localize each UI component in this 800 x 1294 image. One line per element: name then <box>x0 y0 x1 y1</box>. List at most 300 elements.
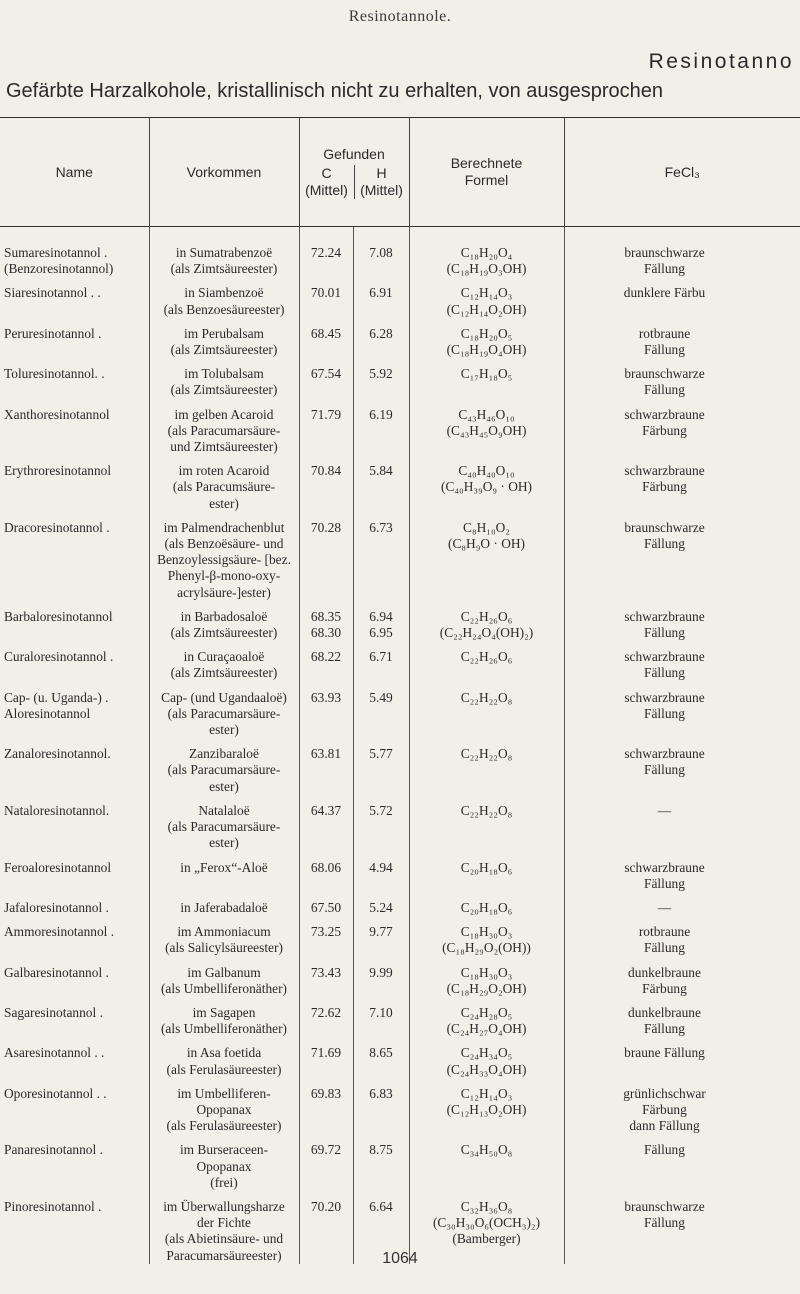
cell-name-line: Ammoresinotannol . <box>4 924 115 940</box>
cell-c <box>299 965 353 997</box>
spacer-cell <box>564 277 800 285</box>
cell-c-line: 68.35 <box>310 608 342 624</box>
cell-h <box>353 407 409 456</box>
cell-h-line: 5.24 <box>369 899 393 915</box>
cell-name <box>0 965 149 997</box>
cell-name <box>0 326 149 358</box>
cell-c-line: 69.83 <box>310 1085 342 1101</box>
cell-vorkommen-line: ester) <box>209 835 239 851</box>
table-row <box>0 860 800 892</box>
cell-vorkommen-line: Cap- (und Ugandaaloë) <box>161 689 287 705</box>
table-row <box>0 1005 800 1037</box>
spacer-cell <box>353 318 409 326</box>
spacer-cell <box>0 1191 149 1199</box>
page-number: 1064 <box>382 1250 418 1267</box>
table-row <box>0 649 800 681</box>
header-formel-line2: Formel <box>464 172 509 188</box>
cell-vorkommen-line: im Ammoniacum <box>177 924 271 940</box>
cell-formel-line: (C₂₄H₃₃O₄OH) <box>446 1061 527 1077</box>
cell-formel-line: (C₂₂H₂₄O₄(OH)₂) <box>439 625 534 641</box>
cell-c-line: 71.69 <box>310 1045 342 1061</box>
spacer-cell <box>299 738 353 746</box>
cell-fecl-line: dunklere Färbu <box>623 285 706 301</box>
cell-name-line: Curaloresinotannol . <box>4 649 114 665</box>
spacer-cell <box>409 601 564 609</box>
cell-name-line: Peruresinotannol . <box>4 325 102 341</box>
cell-formel-line: C₂₀H₁₈O₆ <box>460 899 513 915</box>
section-title: Resinotanno <box>648 50 794 73</box>
cell-formel-line: C₁₈H₃₀O₃ <box>460 924 513 940</box>
table-row <box>0 924 800 956</box>
spacer-cell <box>0 957 149 965</box>
row-spacer <box>0 892 800 900</box>
spacer-cell <box>409 358 564 366</box>
cell-vorkommen-line: im Tolubalsam <box>184 366 264 382</box>
table-row <box>0 520 800 601</box>
cell-vorkommen-line: der Fichte <box>197 1215 251 1231</box>
cell-name <box>0 860 149 892</box>
cell-h <box>353 326 409 358</box>
spacer-cell <box>0 1037 149 1045</box>
cell-h-line: 6.19 <box>369 406 393 422</box>
cell-vorkommen <box>149 609 299 641</box>
cell-vorkommen-line: im Palmendrachenblut <box>163 519 285 535</box>
table-row <box>0 407 800 456</box>
cell-h <box>353 520 409 601</box>
spacer-cell <box>149 957 299 965</box>
cell-h-line: 6.64 <box>369 1198 393 1214</box>
spacer-cell <box>353 997 409 1005</box>
running-head: Resinotannole. <box>348 8 452 25</box>
cell-name <box>0 227 149 278</box>
cell-c <box>299 1045 353 1077</box>
cell-vorkommen-line: Opopanax <box>196 1158 252 1174</box>
spacer-cell <box>299 1078 353 1086</box>
cell-formel <box>409 965 564 997</box>
cell-fecl-line: braune Fällung <box>624 1045 705 1061</box>
cell-vorkommen-line: Paracumarsäureester) <box>166 1247 282 1263</box>
cell-vorkommen-line: (als Salicylsäureester) <box>165 940 283 956</box>
cell-name-line: Asaresinotannol . . <box>4 1045 105 1061</box>
cell-vorkommen <box>149 649 299 681</box>
cell-formel-line: C₂₀H₁₈O₆ <box>460 859 513 875</box>
subtitle: Gefärbte Harzalkohole, kristallinisch nicht zu erhalten, von ausgesprochen <box>6 80 664 102</box>
cell-vorkommen-line: (als Zimtsäureester) <box>170 382 278 398</box>
cell-fecl <box>564 407 800 456</box>
spacer-cell <box>299 512 353 520</box>
cell-name <box>0 1142 149 1191</box>
spacer-cell <box>353 1037 409 1045</box>
cell-name-line: Sagaresinotannol . <box>4 1004 103 1020</box>
spacer-cell <box>0 601 149 609</box>
cell-name-line: Dracoresinotannol . <box>4 519 110 535</box>
spacer-cell <box>409 795 564 803</box>
spacer-cell <box>564 1134 800 1142</box>
cell-c <box>299 463 353 512</box>
cell-h-line: 5.72 <box>369 802 393 818</box>
cell-vorkommen-line: Zanzibaraloë <box>189 746 259 762</box>
cell-fecl-line: grünlichschwar <box>623 1085 706 1101</box>
cell-c <box>299 1086 353 1135</box>
cell-c-line: 73.43 <box>310 964 342 980</box>
cell-formel-line: C₂₂H₂₆O₆ <box>460 649 513 665</box>
cell-c <box>299 1142 353 1191</box>
cell-fecl-line: Fällung <box>644 1215 685 1231</box>
cell-vorkommen-line: in Sumatrabenzoë <box>175 245 273 260</box>
cell-vorkommen-line: in Siambenzoë <box>184 285 264 301</box>
spacer-cell <box>409 641 564 649</box>
row-spacer <box>0 1037 800 1045</box>
cell-name <box>0 900 149 916</box>
cell-fecl-line: Färbung <box>642 479 687 495</box>
cell-h-line: 4.94 <box>369 859 393 875</box>
cell-fecl-line: braunschwarze <box>624 245 705 260</box>
cell-vorkommen-line: im Überwallungsharze <box>163 1198 285 1214</box>
cell-vorkommen-line: (als Ferulasäureester) <box>166 1118 282 1134</box>
cell-fecl <box>564 746 800 795</box>
cell-vorkommen-line: (frei) <box>210 1174 238 1190</box>
cell-fecl-line: rotbraune <box>638 325 691 341</box>
spacer-cell <box>353 399 409 407</box>
cell-vorkommen-line: in Curaçaoaloë <box>183 649 265 665</box>
cell-vorkommen-line: im gelben Acaroid <box>174 406 274 422</box>
spacer-cell <box>299 277 353 285</box>
cell-fecl-line: — <box>657 899 672 915</box>
cell-name-line: Feroaloresinotannol <box>4 859 112 875</box>
cell-vorkommen <box>149 803 299 852</box>
spacer-cell <box>149 318 299 326</box>
cell-vorkommen <box>149 1086 299 1135</box>
cell-fecl <box>564 463 800 512</box>
cell-fecl-line: Färbung <box>642 422 687 438</box>
cell-formel-line: (C₄₀H₃₉O₉ · OH) <box>440 479 533 495</box>
cell-h <box>353 965 409 997</box>
cell-formel <box>409 463 564 512</box>
spacer-cell <box>564 682 800 690</box>
spacer-cell <box>564 318 800 326</box>
spacer-cell <box>353 957 409 965</box>
cell-name <box>0 463 149 512</box>
cell-vorkommen-line: in „Ferox“-Aloë <box>180 859 268 875</box>
cell-h-line: 5.84 <box>369 463 393 479</box>
cell-fecl-line: dunkelbraune <box>628 1004 701 1020</box>
cell-fecl-line: Fällung <box>644 1142 685 1158</box>
cell-fecl-line: braunschwarze <box>624 366 705 382</box>
header-name: Name <box>0 118 149 227</box>
cell-c <box>299 649 353 681</box>
spacer-cell <box>409 738 564 746</box>
spacer-cell <box>564 358 800 366</box>
cell-vorkommen-line: ester) <box>209 495 239 511</box>
row-spacer <box>0 358 800 366</box>
cell-name-line: Sumaresinotannol . <box>4 245 108 260</box>
cell-c <box>299 285 353 317</box>
header-formel-line1: Berechnete <box>450 155 523 171</box>
spacer-cell <box>299 455 353 463</box>
table-row <box>0 326 800 358</box>
cell-vorkommen-line: (als Umbelliferonäther) <box>160 980 288 996</box>
cell-name-line: Zanaloresinotannol. <box>4 746 111 762</box>
cell-formel-line: C₄₃H₄₆O₁₀ <box>458 406 515 422</box>
spacer-cell <box>409 682 564 690</box>
cell-vorkommen-line: Natalaloë <box>198 802 250 818</box>
spacer-cell <box>353 892 409 900</box>
row-spacer <box>0 1078 800 1086</box>
cell-fecl-line: Fällung <box>644 342 685 358</box>
spacer-cell <box>353 852 409 860</box>
cell-formel-line: C₂₂H₂₂O₈ <box>460 802 513 818</box>
cell-fecl <box>564 649 800 681</box>
spacer-cell <box>353 358 409 366</box>
table-row <box>0 1086 800 1135</box>
cell-c-line: 68.06 <box>310 859 342 875</box>
row-spacer <box>0 399 800 407</box>
spacer-cell <box>564 997 800 1005</box>
cell-vorkommen <box>149 1142 299 1191</box>
cell-h-line: 5.49 <box>369 689 393 705</box>
row-spacer <box>0 682 800 690</box>
cell-vorkommen <box>149 860 299 892</box>
cell-vorkommen-line: (als Zimtsäureester) <box>170 342 278 358</box>
cell-formel-line: (C₁₈H₁₉O₃OH) <box>446 261 527 277</box>
spacer-cell <box>0 1078 149 1086</box>
spacer-cell <box>299 1037 353 1045</box>
cell-name <box>0 649 149 681</box>
cell-formel-line: C₃₂H₃₆O₈ <box>460 1198 513 1214</box>
spacer-cell <box>564 1037 800 1045</box>
cell-fecl <box>564 366 800 398</box>
cell-c-line: 72.24 <box>310 245 342 260</box>
cell-fecl-line: Fällung <box>644 625 685 641</box>
cell-vorkommen-line: im roten Acaroid <box>178 463 270 479</box>
spacer-cell <box>564 892 800 900</box>
cell-h-line: 7.10 <box>369 1004 393 1020</box>
cell-h <box>353 463 409 512</box>
header-h-mittel: (Mittel) <box>360 181 403 198</box>
cell-fecl <box>564 520 800 601</box>
cell-c <box>299 900 353 916</box>
cell-fecl-line: Fällung <box>644 261 685 277</box>
cell-vorkommen-line: ester) <box>209 722 239 738</box>
spacer-cell <box>0 277 149 285</box>
header-h <box>354 165 409 199</box>
table-row <box>0 1045 800 1077</box>
cell-c-line: 70.20 <box>310 1198 342 1214</box>
spacer-cell <box>564 957 800 965</box>
cell-fecl-line: schwarzbraune <box>624 608 705 624</box>
cell-vorkommen-line: Phenyl-β-mono-oxy- <box>167 568 281 584</box>
cell-fecl-line: dunkelbraune <box>628 964 701 980</box>
spacer-cell <box>564 852 800 860</box>
spacer-cell <box>409 455 564 463</box>
cell-h-line: 6.94 <box>369 608 393 624</box>
spacer-cell <box>409 1037 564 1045</box>
cell-name-line: Galbaresinotannol . <box>4 964 109 980</box>
cell-h-line: 6.83 <box>369 1085 393 1101</box>
cell-fecl-line: — <box>657 802 672 818</box>
cell-c <box>299 860 353 892</box>
cell-c <box>299 609 353 641</box>
spacer-cell <box>564 601 800 609</box>
cell-name <box>0 1005 149 1037</box>
spacer-cell <box>149 399 299 407</box>
spacer-cell <box>149 1037 299 1045</box>
cell-c-line: 64.37 <box>310 802 342 818</box>
spacer-cell <box>299 997 353 1005</box>
cell-vorkommen-line: (als Paracumsäure- <box>172 479 276 495</box>
cell-name-line: Cap- (u. Uganda-) . <box>4 689 109 705</box>
cell-fecl-line: rotbraune <box>638 924 691 940</box>
cell-vorkommen <box>149 690 299 739</box>
cell-h <box>353 690 409 739</box>
spacer-cell <box>299 601 353 609</box>
cell-c <box>299 407 353 456</box>
spacer-cell <box>564 1078 800 1086</box>
cell-formel <box>409 366 564 398</box>
cell-vorkommen-line: (als Benzoësäure- und <box>164 536 284 552</box>
spacer-cell <box>299 892 353 900</box>
cell-formel <box>409 285 564 317</box>
row-spacer <box>0 455 800 463</box>
cell-vorkommen-line: (als Abietinsäure- und <box>164 1231 284 1247</box>
cell-h <box>353 803 409 852</box>
cell-name-line: Panaresinotannol . <box>4 1142 103 1158</box>
cell-formel <box>409 520 564 601</box>
spacer-cell <box>0 852 149 860</box>
spacer-cell <box>409 997 564 1005</box>
cell-h <box>353 746 409 795</box>
cell-c-line: 67.50 <box>310 899 342 915</box>
spacer-cell <box>353 1191 409 1199</box>
cell-vorkommen-line: (als Ferulasäureester) <box>166 1061 282 1077</box>
cell-c-line: 72.62 <box>310 1004 342 1020</box>
cell-vorkommen-line: und Zimtsäureester) <box>170 439 278 455</box>
spacer-cell <box>299 641 353 649</box>
cell-vorkommen-line: im Burseraceen- <box>179 1142 269 1158</box>
spacer-cell <box>149 1078 299 1086</box>
cell-name <box>0 690 149 739</box>
cell-name <box>0 520 149 601</box>
cell-vorkommen <box>149 1045 299 1077</box>
spacer-cell <box>299 318 353 326</box>
cell-c <box>299 690 353 739</box>
cell-formel-line: C₈H₁₀O₂ <box>463 519 510 535</box>
row-spacer <box>0 852 800 860</box>
row-spacer <box>0 957 800 965</box>
spacer-cell <box>0 997 149 1005</box>
cell-c <box>299 366 353 398</box>
table-row <box>0 609 800 641</box>
spacer-cell <box>564 916 800 924</box>
spacer-cell <box>409 1191 564 1199</box>
cell-formel <box>409 1142 564 1191</box>
spacer-cell <box>353 795 409 803</box>
cell-fecl-line: schwarzbraune <box>624 463 705 479</box>
spacer-cell <box>564 641 800 649</box>
spacer-cell <box>149 852 299 860</box>
cell-vorkommen-line: in Asa foetida <box>186 1045 262 1061</box>
cell-fecl-line: Fällung <box>644 940 685 956</box>
row-spacer <box>0 318 800 326</box>
table-row <box>0 746 800 795</box>
cell-vorkommen-line: im Umbelliferen- <box>177 1085 271 1101</box>
cell-formel-line: C₂₂H₂₂O₈ <box>460 746 513 762</box>
cell-vorkommen-line: Opopanax <box>196 1101 252 1117</box>
cell-formel-line: (C₂₄H₂₇O₄OH) <box>446 1021 527 1037</box>
spacer-cell <box>0 455 149 463</box>
cell-formel <box>409 900 564 916</box>
cell-formel-line: C₁₂H₁₄O₃ <box>460 285 513 301</box>
cell-formel-line: C₁₈H₂₀O₄ <box>460 245 513 260</box>
cell-fecl-line: Fällung <box>644 762 685 778</box>
spacer-cell <box>409 916 564 924</box>
row-spacer <box>0 1134 800 1142</box>
cell-h-line: 8.65 <box>369 1045 393 1061</box>
cell-fecl-line: schwarzbraune <box>624 746 705 762</box>
cell-c-line: 63.81 <box>310 746 342 762</box>
cell-name <box>0 803 149 852</box>
cell-h <box>353 900 409 916</box>
table-row <box>0 690 800 739</box>
cell-c-line: 69.72 <box>310 1142 342 1158</box>
cell-vorkommen-line: (als Paracumarsäure- <box>167 762 281 778</box>
cell-h <box>353 1045 409 1077</box>
cell-formel-line: (C₁₂H₁₄O₂OH) <box>446 301 527 317</box>
cell-formel-line: (C₈H₉O · OH) <box>447 536 526 552</box>
cell-vorkommen-line: in Barbadosaloë <box>180 608 268 624</box>
cell-vorkommen-line: (als Paracumarsäure- <box>167 819 281 835</box>
spacer-cell <box>149 1134 299 1142</box>
cell-fecl <box>564 285 800 317</box>
cell-h-line: 6.95 <box>369 625 393 641</box>
row-spacer <box>0 1191 800 1199</box>
cell-c-line: 68.45 <box>310 325 342 341</box>
cell-formel-line: (C₁₈H₂₉O₂OH) <box>446 980 527 996</box>
table-row <box>0 803 800 852</box>
cell-formel-line: C₂₄H₃₄O₅ <box>460 1045 513 1061</box>
cell-name-line: Siaresinotannol . . <box>4 285 101 301</box>
resinotannol-table <box>0 117 800 1264</box>
spacer-cell <box>0 641 149 649</box>
cell-vorkommen <box>149 965 299 997</box>
cell-name-line: Erythroresinotannol <box>4 463 112 479</box>
cell-fecl <box>564 326 800 358</box>
cell-vorkommen-line: acrylsäure-]ester) <box>177 584 271 600</box>
cell-h-line: 9.77 <box>369 924 393 940</box>
spacer-cell <box>353 682 409 690</box>
cell-name <box>0 407 149 456</box>
cell-h-line: 6.91 <box>369 285 393 301</box>
cell-h <box>353 1005 409 1037</box>
cell-name-line: Jafaloresinotannol . <box>4 899 109 915</box>
cell-name-line: Aloresinotannol <box>4 705 91 721</box>
header-h-label: H <box>376 164 387 181</box>
spacer-cell <box>149 455 299 463</box>
cell-formel-line: C₁₂H₁₄O₃ <box>460 1085 513 1101</box>
spacer-cell <box>353 1078 409 1086</box>
row-spacer <box>0 277 800 285</box>
cell-vorkommen <box>149 520 299 601</box>
cell-formel <box>409 609 564 641</box>
cell-name <box>0 924 149 956</box>
cell-fecl-line: braunschwarze <box>624 519 705 535</box>
cell-formel-line: C₂₂H₂₆O₆ <box>460 608 513 624</box>
cell-c <box>299 803 353 852</box>
cell-fecl <box>564 1086 800 1135</box>
spacer-cell <box>564 512 800 520</box>
cell-vorkommen-line: ester) <box>209 778 239 794</box>
spacer-cell <box>409 852 564 860</box>
